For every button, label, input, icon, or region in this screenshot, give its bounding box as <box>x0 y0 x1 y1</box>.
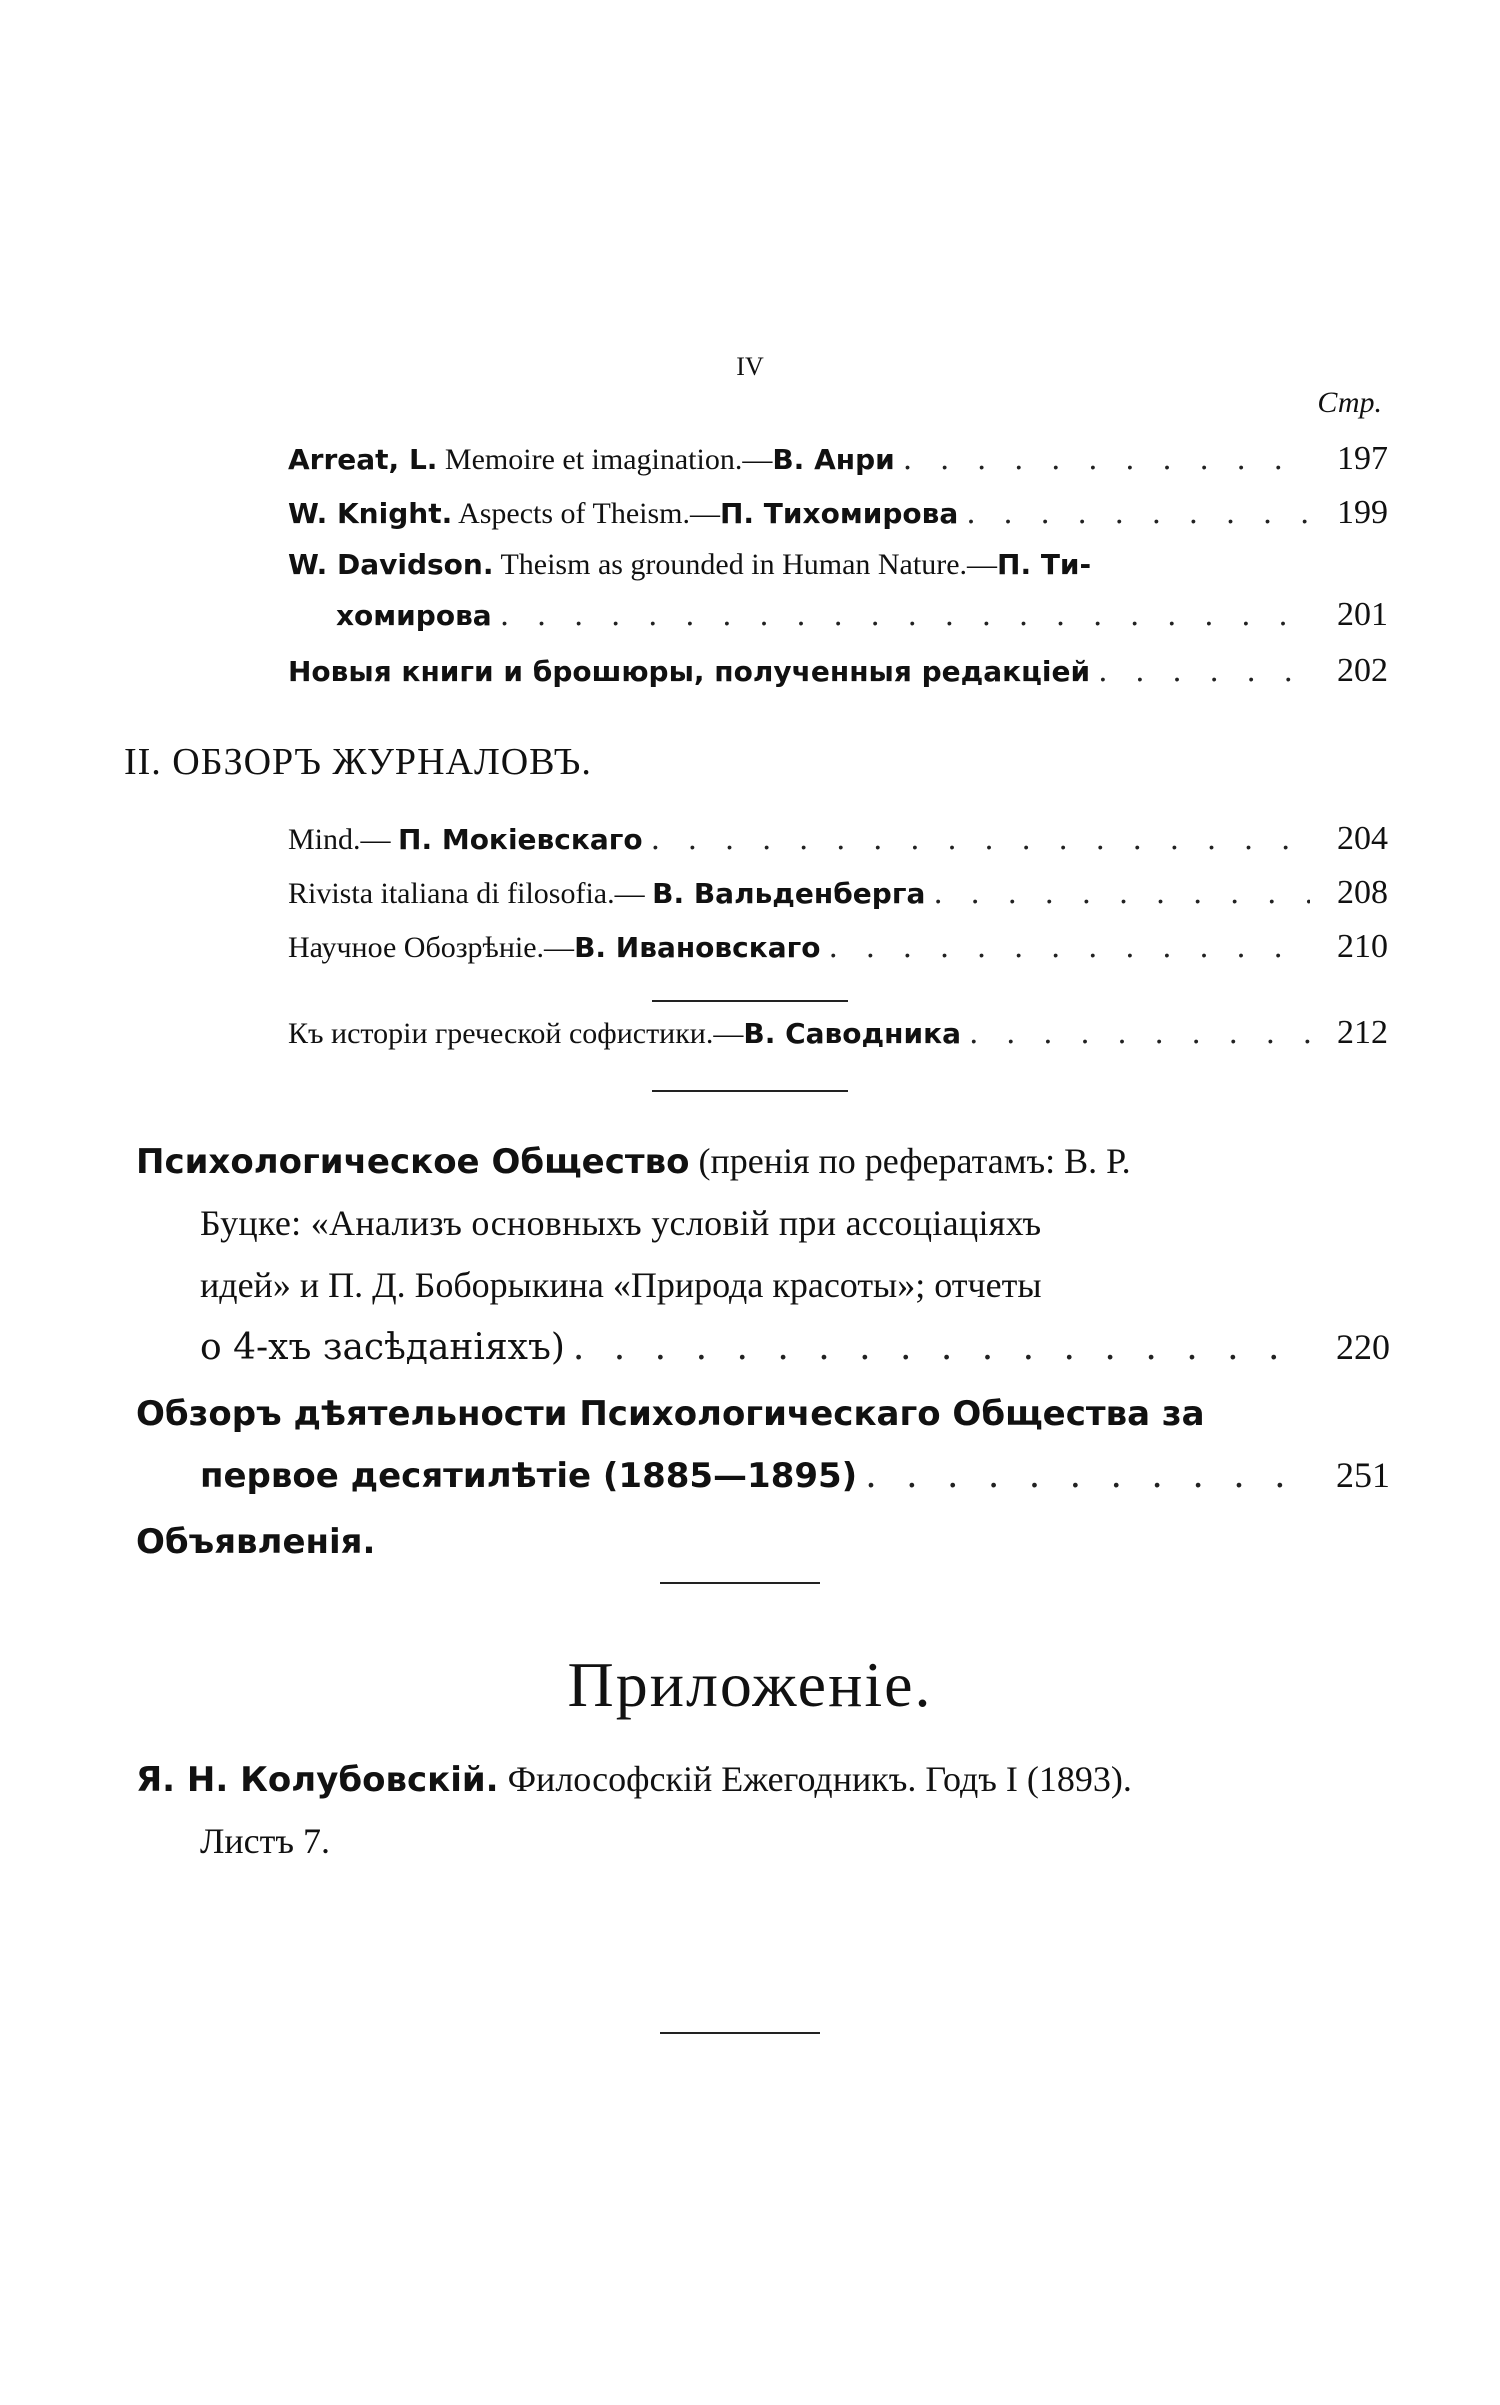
page-number: IV <box>736 352 764 381</box>
entry-title: Научное Обозрѣніе.— <box>288 931 575 964</box>
page-column-header: Стр. <box>1317 386 1382 419</box>
divider-rule <box>660 1582 820 1584</box>
entry-reviewer: В. Вальденберга <box>652 877 926 910</box>
leader-dots <box>865 1455 1312 1496</box>
entry-page: 201 <box>1337 596 1388 633</box>
divider-rule <box>652 1000 848 1002</box>
entry-page: 199 <box>1337 494 1388 531</box>
entry-page: 197 <box>1337 440 1388 477</box>
toc-entry-arreat[interactable] <box>288 440 1388 478</box>
divider-rule <box>660 2032 820 2034</box>
leader-dots <box>933 876 1310 911</box>
entry-page: 210 <box>1337 928 1388 965</box>
toc-entry-davidson-line1[interactable] <box>288 548 1298 582</box>
toc-entry-society-line2: Буцке: «Анализъ основныхъ условій при ассоціаціяхъ <box>200 1203 1042 1243</box>
entry-reviewer: В. Ивановскаго <box>574 931 821 964</box>
entry-page: 204 <box>1337 820 1388 857</box>
entry-title: Mind.— <box>288 823 399 856</box>
toc-entry-society-line3: идей» и П. Д. Боборыкина «Природа красоты»; отчеты <box>200 1265 1042 1305</box>
toc-entry-mind[interactable] <box>288 820 1388 858</box>
entry-page: 202 <box>1337 652 1388 689</box>
leader-dots <box>651 822 1310 857</box>
toc-entry-announcements[interactable] <box>136 1520 375 1562</box>
entry-title: Обзоръ дѣятельности Психологическаго Общества за <box>136 1394 1205 1434</box>
entry-reviewer: В. Анри <box>772 443 895 476</box>
appendix-entry-line2: Листъ 7. <box>200 1821 331 1861</box>
entry-reviewer: П. Ти- <box>997 548 1092 581</box>
leader-dots <box>829 930 1311 965</box>
entry-author: W. Davidson. <box>288 548 494 581</box>
entry-title: Новыя книги и брошюры, полученныя редакціей <box>288 655 1091 688</box>
section-heading-journals: II. ОБЗОРЪ ЖУРНАЛОВЪ. <box>124 741 592 783</box>
leader-dots <box>1098 654 1310 689</box>
entry-title: Психологическое Общество <box>136 1142 690 1182</box>
entry-reviewer: П. Тихомирова <box>719 497 959 530</box>
appendix-entry-line1[interactable] <box>136 1758 1132 1800</box>
leader-dots <box>969 1016 1310 1051</box>
toc-entry-knight[interactable] <box>288 494 1388 532</box>
entry-page: 220 <box>1336 1327 1390 1367</box>
toc-entry-review-line2[interactable] <box>200 1454 1390 1496</box>
entry-page: 212 <box>1337 1014 1388 1051</box>
toc-entry-society-line1[interactable] <box>136 1140 1131 1182</box>
entry-title: первое десятилѣтіе (1885—1895) <box>200 1456 858 1496</box>
toc-entry-sophistics[interactable] <box>288 1014 1388 1052</box>
toc-entry-new-books[interactable] <box>288 652 1388 690</box>
entry-title: Theism as grounded in Human Nature.— <box>493 548 998 581</box>
toc-entry-society-line4[interactable] <box>200 1326 1390 1368</box>
entry-title: Aspects of Theism.— <box>452 497 720 530</box>
entry-page: 251 <box>1336 1455 1390 1495</box>
entry-reviewer-cont: хомирова <box>336 599 492 632</box>
entry-title: Memoire et imagination.— <box>437 443 773 476</box>
toc-entry-rivista[interactable] <box>288 874 1388 912</box>
appendix-text: Философскій Ежегодникъ. Годъ I (1893). <box>498 1759 1132 1799</box>
entry-author: Arreat, L. <box>288 443 438 476</box>
toc-entry-nauchnoe[interactable] <box>288 928 1388 966</box>
entry-text: о 4-хъ засѣданіяхъ) <box>200 1327 565 1368</box>
entry-reviewer: П. Мокіевскаго <box>398 823 643 856</box>
entry-title: Объявленія. <box>136 1522 376 1562</box>
appendix-title: Приложеніе. <box>567 1649 933 1720</box>
toc-entry-davidson-line2[interactable] <box>336 596 1388 634</box>
entry-reviewer: В. Саводника <box>743 1017 961 1050</box>
divider-rule <box>652 1090 848 1092</box>
entry-author: W. Knight. <box>288 497 453 530</box>
entry-text: (пренія по рефератамъ: В. Р. <box>689 1141 1131 1181</box>
leader-dots <box>966 496 1310 531</box>
leader-dots <box>573 1327 1312 1368</box>
entry-title: Къ исторіи греческой софистики.— <box>288 1017 744 1050</box>
toc-entry-review-line1[interactable] <box>136 1392 1205 1434</box>
appendix-author: Я. Н. Колубовскій. <box>136 1760 499 1800</box>
entry-page: 208 <box>1337 874 1388 911</box>
entry-title: Rivista italiana di filosofia.— <box>288 877 653 910</box>
leader-dots <box>903 442 1310 477</box>
leader-dots <box>500 598 1310 633</box>
